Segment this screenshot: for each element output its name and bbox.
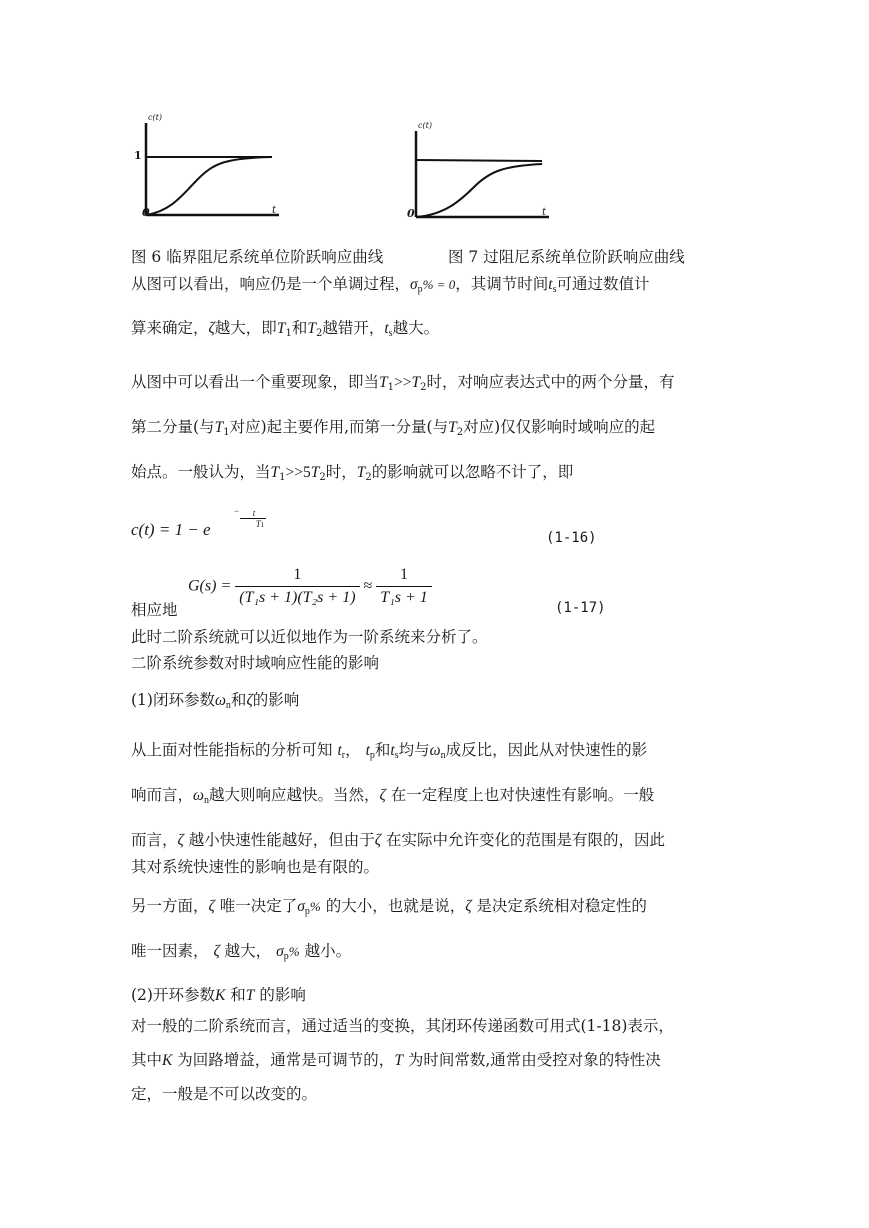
subsection-heading-2: (2)开环参数K 和T 的影响 [131,986,306,1004]
equation-1-17-prefix: 相应地 [131,601,178,619]
equation-1-17: G(s) = $\frac{1}{\text{(T₁s + 1)(T₂s + 1)}}$ ≈ $\frac{1}{\text{T₁s + 1}}$ [188,566,432,607]
paragraph-4-line-3: 而言，ζ 越小快速性能越好，但由于ζ 在实际中允许变化的范围是有限的，因此 [131,831,665,849]
subsection-heading-1: (1)闭环参数ωn和ζ的影响 [131,691,300,711]
paragraph-4-line-4: 其对系统快速性的影响也是有限的。 [131,858,380,876]
section-heading: 二阶系统参数对时域响应性能的影响 [131,654,380,672]
equation-number-1-16: (1-16) [546,530,597,546]
paragraph-6-line-2: 其中K 为回路增益，通常是可调节的，T 为时间常数,通常由受控对象的特性决 [131,1051,661,1069]
step-response-plot-critical [134,117,284,222]
paragraph-5-line-1: 另一方面，ζ 唯一决定了σp% 的大小，也就是说，ζ 是决定系统相对稳定性的 [131,897,647,917]
level-label: 1 [134,149,142,162]
paragraph-1-line-2: 算来确定，ζ越大，即T1和T2越错开，ts越大。 [131,319,440,339]
paragraph-1-line-1: 从图可以看出，响应仍是一个单调过程，σp% = 0，其调节时间ts可通过数值计 [131,275,650,295]
paragraph-2-line-2: 第二分量(与T1对应)起主要作用,而第一分量(与T2对应)仅仅影响时域响应的起 [131,418,656,438]
step-response-plot-over [404,125,554,225]
equation-number-1-17: (1-17) [555,600,606,616]
axis-origin-label: 0 [407,207,415,220]
figure-over-damping [404,121,554,225]
equation-1-16: c(t) = 1 − e − t T1 [131,506,265,539]
paragraph-2-line-3: 始点。一般认为，当T1>>5T2时，T2的影响就可以忽略不计了，即 [131,463,574,483]
exponent-fraction: − t T1 [234,506,265,529]
paragraph-4-line-2: 响而言，ωn越大则响应越快。当然，ζ 在一定程度上也对快速性有影响。一般 [131,786,655,806]
axis-y-label: c(t) [148,113,162,122]
paragraph-5-line-2: 唯一因素， ζ 越大， σp% 越小。 [131,942,352,962]
paragraph-6-line-1: 对一般的二阶系统而言，通过适当的变换，其闭环传递函数可用式(1-18)表示， [131,1017,674,1035]
paragraph-4-line-1: 从上面对性能指标的分析可知 tr， tp和ts均与ωn成反比，因此从对快速性的影 [131,741,648,761]
axis-x-label: t [542,207,547,218]
paragraph-3: 此时二阶系统就可以近似地作为一阶系统来分析了。 [131,628,488,646]
axis-y-label: c(t) [418,121,432,130]
figure-6-caption: 图 6 临界阻尼系统单位阶跃响应曲线 [131,248,384,266]
figure-7-caption: 图 7 过阻尼系统单位阶跃响应曲线 [448,248,685,266]
figure-critical-damping [134,113,284,222]
paragraph-6-line-3: 定，一般是不可以改变的。 [131,1085,318,1103]
axis-x-label: t [272,205,277,216]
paragraph-2-line-1: 从图中可以看出一个重要现象，即当T1>>T2时，对响应表达式中的两个分量，有 [131,373,675,393]
axis-origin-label: 0 [142,206,150,219]
